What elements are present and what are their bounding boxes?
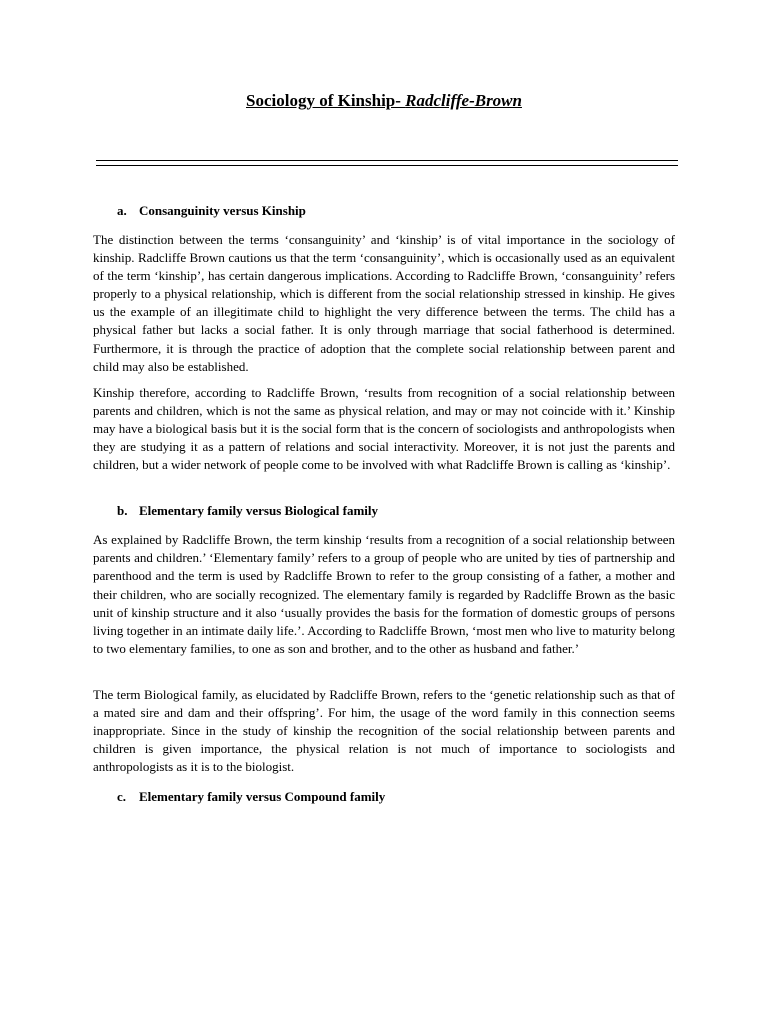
section-marker: c. [117,789,127,805]
document-title [93,0,675,112]
paragraph: Kinship therefore, according to Radcliffe Brown, ‘results from recognition of a social relationship between parents and children, which is not the same as physical relation, and may or may not coincide with it.’ Kinship may have a biological basis but it is the social form that is the concern of sociologists and anthropologists when they are studying it as a pattern of relations and social interactivity. Moreover, it is not just the parents and children, but a wider network of people come to be involved with what Radcliffe Brown is calling as ‘kinship’. [93,384,675,473]
paragraph: The distinction between the terms ‘consanguinity’ and ‘kinship’ is of vital importance in the sociology of kinship. Radcliffe Brown cautions us that the term ‘consanguinity’, which is occasionally used as an equivalent of the term ‘kinship’, has certain dangerous implications. According to Radcliffe Brown, ‘consanguinity’ refers properly to a physical relationship, which is different from the social relationship stressed in kinship. He gives us the example of an illegitimate child to highlight the very difference between the terms. The child has a physical father but lacks a social father. It is only through marriage that social fatherhood is determined. Furthermore, it is through the practice of adoption that the complete social relationship between parent and child may also be established. [93,232,675,374]
section-marker: a. [117,203,127,218]
section-heading-a [93,202,675,220]
section-heading-text: Elementary family versus Compound family [139,789,386,805]
section-heading-text: Consanguinity versus Kinship [139,203,306,218]
paragraph: The term Biological family, as elucidated by Radcliffe Brown, refers to the ‘genetic relationship such as that of a mated sire and dam and their offspring’. For him, the usage of the word family in this connection seems inappropriate. Since in the study of kinship the recognition of the social relationship between parents and children is given importance, the physical relation is not much of importance to sociologists and anthropologists as it is to the biologist. [93,686,675,775]
title-main: Sociology of Kinship- [246,91,406,110]
section-marker: b. [117,503,128,519]
title-author: Radcliffe-Brown [405,91,522,110]
section-heading-b [93,502,675,520]
paragraph: As explained by Radcliffe Brown, the term kinship ‘results from a recognition of a social relationship between parents and children.’ ‘Elementary family’ refers to a group of people who are united by ties of partnership and parenthood and the term is used by Radcliffe Brown to refer to the group consisting of a father, a mother and their children, who are socially recognized. The elementary family is regarded by Radcliffe Brown as the basic unit of kinship structure and it also ‘usually provides the basis for the formation of domestic groups of persons living together in an intimate daily life.’. According to Radcliffe Brown, ‘most men who live to maturity belong to two elementary families, to one as son and brother, and to the other as husband and father.’ [93,532,675,656]
title-divider [96,160,678,166]
section-heading-text: Elementary family versus Biological family [139,503,379,519]
section-heading-c [93,788,675,806]
